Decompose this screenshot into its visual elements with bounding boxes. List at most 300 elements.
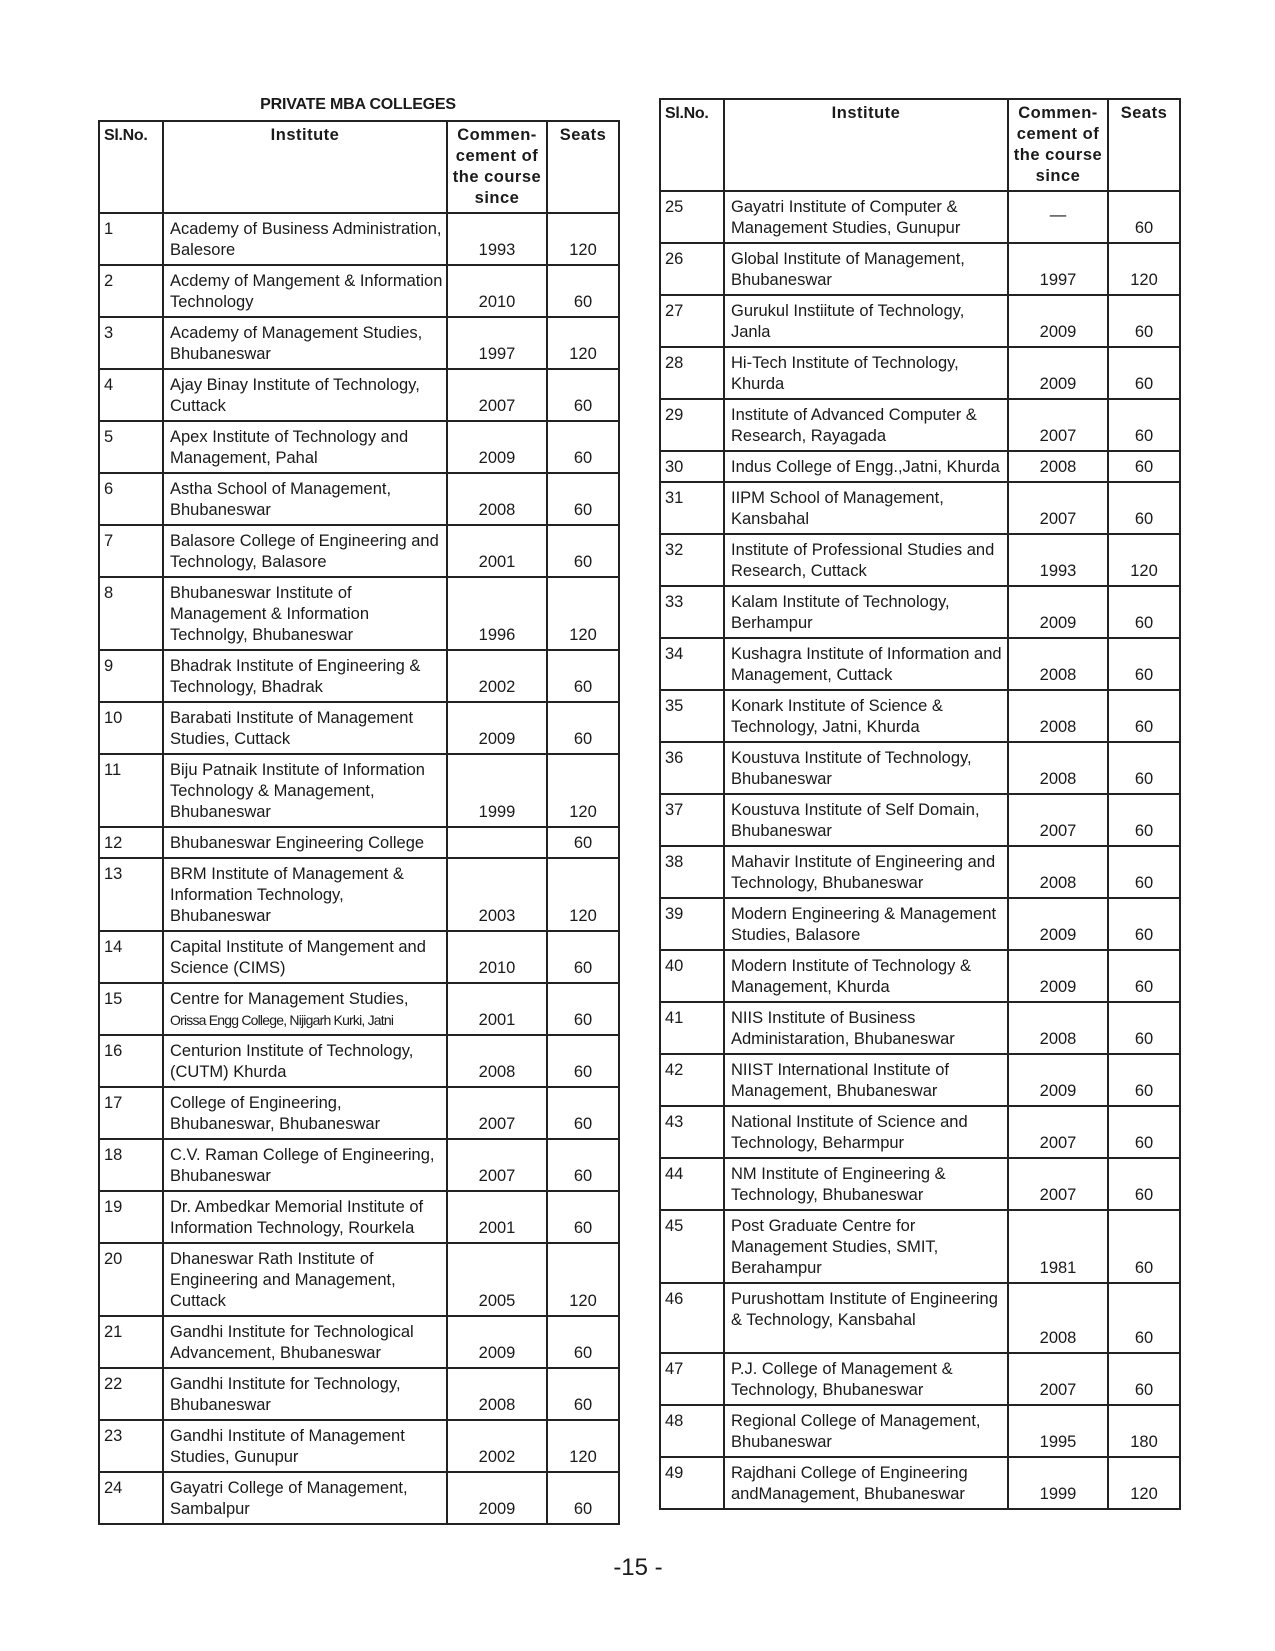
row-seats: 60 [547,1316,619,1368]
row-seats: 120 [547,858,619,931]
institute-name: Regional College of Management, Bhubaneswar [731,1412,981,1451]
table-row [660,1054,1180,1106]
row-institute [163,473,447,525]
row-seats: 60 [1108,1054,1180,1106]
institute-name: Dhaneswar Rath Institute of Engineering and Management, Cuttack [170,1250,396,1310]
table-row [660,690,1180,742]
row-seats: 120 [547,577,619,650]
row-seats: 60 [547,1191,619,1243]
table-row [660,243,1180,295]
table-row [99,650,619,702]
row-commencement-year: 1981 [1008,1210,1108,1283]
row-commencement-year: 1997 [1008,243,1108,295]
institute-name: Bhubaneswar Institute of Management & Information Technolgy, Bhubaneswar [170,584,370,644]
table-row [660,1106,1180,1158]
row-commencement-year: 2009 [1008,295,1108,347]
table-row [99,983,619,1035]
row-seats: 120 [547,1243,619,1316]
institute-name: Balasore College of Engineering and Technology, Balasore [170,532,439,571]
row-institute [163,525,447,577]
institute-name: Rajdhani College of Engineering andManagement, Bhubaneswar [731,1464,968,1503]
row-commencement-year: 1999 [1008,1457,1108,1509]
row-sl-no: 33 [660,586,724,638]
institute-name: C.V. Raman College of Engineering, Bhubaneswar [170,1146,435,1185]
institute-name: Capital Institute of Mangement and Science (CIMS) [170,938,426,977]
institute-name: NIIS Institute of Business Administaration, Bhubaneswar [731,1009,955,1048]
row-sl-no: 4 [99,369,163,421]
row-sl-no: 12 [99,827,163,858]
row-seats: 60 [1108,898,1180,950]
page-title: PRIVATE MBA COLLEGES [260,96,456,113]
table-row [99,1243,619,1316]
row-sl-no: 49 [660,1457,724,1509]
colleges-table-right [659,98,1181,1510]
row-seats: 60 [547,1087,619,1139]
row-commencement-year: 2009 [1008,347,1108,399]
row-institute [724,690,1008,742]
row-seats: 120 [547,317,619,369]
row-institute [163,650,447,702]
row-commencement-year: 2009 [1008,950,1108,1002]
row-commencement-year: — [1008,191,1108,243]
table-row [99,931,619,983]
row-sl-no: 17 [99,1087,163,1139]
row-commencement-year: 2001 [447,983,547,1035]
table-row [660,1405,1180,1457]
row-commencement-year: 2010 [447,265,547,317]
row-seats: 60 [547,369,619,421]
institute-name: Gurukul Instiitute of Technology, Janla [731,302,965,341]
row-institute [724,742,1008,794]
table-row [99,1472,619,1524]
row-commencement-year: 2009 [1008,1054,1108,1106]
row-institute [163,827,447,858]
table-row [660,846,1180,898]
institute-name: Institute of Professional Studies and Research, Cuttack [731,541,995,580]
row-institute [724,950,1008,1002]
row-institute [163,421,447,473]
row-sl-no: 20 [99,1243,163,1316]
row-seats: 60 [547,650,619,702]
colleges-table-left [98,120,620,1525]
institute-name: Bhadrak Institute of Engineering & Technology, Bhadrak [170,657,421,696]
header-sl-no: Sl.No. [660,99,724,191]
institute-name: Centre for Management Studies, [170,990,409,1008]
row-sl-no: 18 [99,1139,163,1191]
row-commencement-year: 1993 [1008,534,1108,586]
institute-name-continued: Orissa Engg College, Nijigarh Kurki, Jatni [170,1012,394,1028]
row-commencement-year: 2002 [447,1420,547,1472]
row-institute [724,1054,1008,1106]
table-row [99,421,619,473]
row-seats: 60 [547,473,619,525]
row-commencement-year: 2009 [447,1472,547,1524]
row-seats: 60 [547,702,619,754]
table-row [99,1139,619,1191]
row-sl-no: 26 [660,243,724,295]
row-commencement-year: 2010 [447,931,547,983]
row-sl-no: 23 [99,1420,163,1472]
institute-name: Global Institute of Management, Bhubaneswar [731,250,965,289]
institute-name: National Institute of Science and Technology, Beharmpur [731,1113,968,1152]
table-row [660,1457,1180,1509]
row-sl-no: 48 [660,1405,724,1457]
table-row [660,1283,1180,1353]
row-commencement-year: 1995 [1008,1405,1108,1457]
row-seats: 60 [547,421,619,473]
page-number: -15 - [613,1554,663,1581]
table-row [660,1158,1180,1210]
row-sl-no: 22 [99,1368,163,1420]
institute-name: IIPM School of Management, Kansbahal [731,489,944,528]
table-row [99,317,619,369]
row-seats: 60 [1108,690,1180,742]
row-sl-no: 41 [660,1002,724,1054]
row-institute [724,191,1008,243]
table-row [660,638,1180,690]
row-commencement-year: 2009 [447,1316,547,1368]
row-commencement-year: 2007 [1008,1106,1108,1158]
row-seats: 120 [1108,534,1180,586]
row-seats: 60 [1108,1210,1180,1283]
table-row [99,858,619,931]
row-commencement-year: 2003 [447,858,547,931]
row-institute [724,347,1008,399]
row-sl-no: 32 [660,534,724,586]
row-sl-no: 27 [660,295,724,347]
row-sl-no: 37 [660,794,724,846]
row-commencement-year: 1993 [447,213,547,265]
row-seats: 60 [1108,191,1180,243]
table-row [660,482,1180,534]
row-commencement-year: 2008 [1008,1002,1108,1054]
row-institute [163,1243,447,1316]
row-seats: 120 [547,754,619,827]
row-sl-no: 24 [99,1472,163,1524]
row-commencement-year: 2008 [1008,1283,1108,1353]
header-institute: Institute [724,99,1008,191]
row-commencement-year: 2007 [1008,794,1108,846]
row-institute [163,1316,447,1368]
row-institute [724,534,1008,586]
institute-name: Astha School of Management, Bhubaneswar [170,480,392,519]
row-sl-no: 43 [660,1106,724,1158]
row-sl-no: 1 [99,213,163,265]
row-seats: 60 [1108,1002,1180,1054]
row-sl-no: 35 [660,690,724,742]
institute-name: Academy of Management Studies, Bhubaneswar [170,324,423,363]
institute-name: Barabati Institute of Management Studies, Cuttack [170,709,414,748]
row-seats: 60 [1108,1353,1180,1405]
row-seats: 120 [1108,243,1180,295]
row-institute [724,243,1008,295]
row-institute [163,1472,447,1524]
table-row [99,827,619,858]
header-seats: Seats [1108,99,1180,191]
row-seats: 120 [547,213,619,265]
row-seats: 120 [1108,1457,1180,1509]
row-commencement-year: 2008 [1008,690,1108,742]
row-seats: 180 [1108,1405,1180,1457]
row-seats: 60 [1108,742,1180,794]
table-row [660,586,1180,638]
table-row [99,1191,619,1243]
institute-name: NM Institute of Engineering & Technology, Bhubaneswar [731,1165,946,1204]
table-row [660,295,1180,347]
institute-name: Modern Engineering & Management Studies, Balasore [731,905,997,944]
table-row [660,534,1180,586]
header-seats: Seats [547,121,619,213]
table-row [99,1087,619,1139]
row-commencement-year: 2007 [447,1139,547,1191]
row-institute [724,794,1008,846]
institute-name: Dr. Ambedkar Memorial Institute of Information Technology, Rourkela [170,1198,424,1237]
row-institute [724,1210,1008,1283]
row-commencement-year: 1996 [447,577,547,650]
row-seats: 60 [547,827,619,858]
header-sl-no: Sl.No. [99,121,163,213]
row-commencement-year [447,827,547,858]
row-commencement-year: 2007 [1008,399,1108,451]
table-row [99,577,619,650]
row-institute [163,931,447,983]
row-institute [724,586,1008,638]
row-institute [163,1368,447,1420]
institute-name: Purushottam Institute of Engineering & Technology, Kansbahal [731,1290,998,1329]
row-seats: 60 [1108,586,1180,638]
row-sl-no: 36 [660,742,724,794]
row-sl-no: 5 [99,421,163,473]
row-seats: 60 [1108,399,1180,451]
row-sl-no: 3 [99,317,163,369]
row-sl-no: 28 [660,347,724,399]
institute-name: Academy of Business Administration, Balesore [170,220,442,259]
row-seats: 60 [547,1035,619,1087]
institute-name: Gayatri Institute of Computer & Management Studies, Gunupur [731,198,961,237]
row-seats: 60 [547,525,619,577]
institute-name: Gandhi Institute for Technological Advancement, Bhubaneswar [170,1323,414,1362]
row-institute [163,213,447,265]
row-institute [724,1457,1008,1509]
row-seats: 60 [547,1472,619,1524]
row-sl-no: 42 [660,1054,724,1106]
row-sl-no: 6 [99,473,163,525]
table-row [99,1035,619,1087]
institute-name: Kushagra Institute of Information and Management, Cuttack [731,645,1002,684]
table-row [99,525,619,577]
institute-name: P.J. College of Management & Technology, Bhubaneswar [731,1360,953,1399]
table-row [660,898,1180,950]
row-institute [163,1035,447,1087]
row-institute [724,1353,1008,1405]
row-seats: 60 [547,1368,619,1420]
row-sl-no: 39 [660,898,724,950]
row-sl-no: 8 [99,577,163,650]
row-commencement-year: 2002 [447,650,547,702]
row-commencement-year: 2005 [447,1243,547,1316]
institute-name: Centurion Institute of Technology, (CUTM) Khurda [170,1042,414,1081]
row-sl-no: 25 [660,191,724,243]
institute-name: Modern Institute of Technology & Management, Khurda [731,957,972,996]
institute-name: Acdemy of Mangement & Information Technology [170,272,443,311]
row-commencement-year: 2008 [447,1035,547,1087]
institute-name: College of Engineering, Bhubaneswar, Bhubaneswar [170,1094,381,1133]
table-row [99,754,619,827]
row-institute [724,451,1008,482]
row-seats: 60 [1108,846,1180,898]
row-seats: 60 [547,1139,619,1191]
row-sl-no: 7 [99,525,163,577]
row-institute [163,1420,447,1472]
row-commencement-year: 2009 [1008,586,1108,638]
table-row [660,742,1180,794]
table-header-row [660,99,1180,191]
row-sl-no: 45 [660,1210,724,1283]
table-row [99,1316,619,1368]
row-seats: 60 [547,983,619,1035]
table-row [660,794,1180,846]
institute-name: Hi-Tech Institute of Technology, Khurda [731,354,959,393]
row-seats: 60 [1108,1158,1180,1210]
row-commencement-year: 2008 [1008,638,1108,690]
row-sl-no: 9 [99,650,163,702]
table-row [99,1368,619,1420]
row-commencement-year: 2008 [1008,742,1108,794]
institute-name: Indus College of Engg.,Jatni, Khurda [731,458,1000,476]
row-commencement-year: 2007 [447,1087,547,1139]
institute-name: Institute of Advanced Computer & Research, Rayagada [731,406,977,445]
row-institute [724,1002,1008,1054]
row-commencement-year: 2009 [447,702,547,754]
row-institute [163,858,447,931]
institute-name: BRM Institute of Management & Information Technology, Bhubaneswar [170,865,404,925]
row-sl-no: 11 [99,754,163,827]
row-commencement-year: 1997 [447,317,547,369]
institute-name: Gayatri College of Management, Sambalpur [170,1479,408,1518]
row-institute [163,317,447,369]
table-header-row [99,121,619,213]
table-row [660,451,1180,482]
row-institute [163,702,447,754]
row-sl-no: 15 [99,983,163,1035]
row-institute [163,983,447,1035]
row-seats: 60 [1108,347,1180,399]
table-row [99,369,619,421]
row-sl-no: 16 [99,1035,163,1087]
row-seats: 60 [547,265,619,317]
row-institute [724,898,1008,950]
row-seats: 60 [1108,451,1180,482]
header-commencement: Commen-cement of the course since [1008,99,1108,191]
row-sl-no: 31 [660,482,724,534]
row-seats: 120 [547,1420,619,1472]
row-commencement-year: 2007 [447,369,547,421]
institute-name: Gandhi Institute for Technology, Bhubaneswar [170,1375,401,1414]
row-institute [163,1139,447,1191]
row-sl-no: 47 [660,1353,724,1405]
row-institute [724,846,1008,898]
row-institute [163,265,447,317]
institute-name: Mahavir Institute of Engineering and Technology, Bhubaneswar [731,853,996,892]
table-row [660,399,1180,451]
table-row [660,191,1180,243]
row-commencement-year: 2008 [1008,451,1108,482]
row-commencement-year: 2008 [447,1368,547,1420]
row-sl-no: 2 [99,265,163,317]
row-sl-no: 30 [660,451,724,482]
row-institute [163,369,447,421]
institute-name: Koustuva Institute of Self Domain, Bhubaneswar [731,801,980,840]
institute-name: Apex Institute of Technology and Management, Pahal [170,428,409,467]
header-commencement: Commen-cement of the course since [447,121,547,213]
institute-name: Post Graduate Centre for Management Studies, SMIT, Berahampur [731,1217,939,1277]
row-sl-no: 10 [99,702,163,754]
institute-name: Gandhi Institute of Management Studies, Gunupur [170,1427,405,1466]
row-seats: 60 [1108,794,1180,846]
row-commencement-year: 2001 [447,1191,547,1243]
table-row [660,1002,1180,1054]
table-row [99,1420,619,1472]
row-sl-no: 21 [99,1316,163,1368]
row-commencement-year: 2007 [1008,482,1108,534]
institute-name: NIIST International Institute of Management, Bhubaneswar [731,1061,949,1100]
table-row [660,1353,1180,1405]
row-commencement-year: 2007 [1008,1158,1108,1210]
row-institute [163,577,447,650]
row-institute [724,1158,1008,1210]
institute-name: Bhubaneswar Engineering College [170,834,425,852]
row-commencement-year: 2008 [1008,846,1108,898]
row-commencement-year: 2009 [1008,898,1108,950]
row-institute [163,1087,447,1139]
row-institute [724,399,1008,451]
row-sl-no: 29 [660,399,724,451]
institute-name: Biju Patnaik Institute of Information Technology & Management, Bhubaneswar [170,761,425,821]
row-commencement-year: 2001 [447,525,547,577]
row-institute [163,754,447,827]
table-row [99,473,619,525]
row-institute [724,482,1008,534]
row-sl-no: 38 [660,846,724,898]
row-commencement-year: 2007 [1008,1353,1108,1405]
row-institute [724,295,1008,347]
table-row [660,347,1180,399]
table-row [99,213,619,265]
row-sl-no: 19 [99,1191,163,1243]
institute-name: Koustuva Institute of Technology, Bhubaneswar [731,749,972,788]
row-seats: 60 [1108,482,1180,534]
row-commencement-year: 2009 [447,421,547,473]
row-sl-no: 40 [660,950,724,1002]
row-seats: 60 [1108,1283,1180,1353]
row-seats: 60 [547,931,619,983]
table-row [660,950,1180,1002]
row-commencement-year: 2008 [447,473,547,525]
row-seats: 60 [1108,950,1180,1002]
row-sl-no: 34 [660,638,724,690]
row-sl-no: 44 [660,1158,724,1210]
institute-name: Konark Institute of Science & Technology, Jatni, Khurda [731,697,943,736]
row-commencement-year: 1999 [447,754,547,827]
institute-name: Kalam Institute of Technology, Berhampur [731,593,950,632]
row-institute [163,1191,447,1243]
table-row [99,265,619,317]
row-sl-no: 14 [99,931,163,983]
row-institute [724,1283,1008,1353]
row-sl-no: 13 [99,858,163,931]
table-row [99,702,619,754]
row-institute [724,1106,1008,1158]
